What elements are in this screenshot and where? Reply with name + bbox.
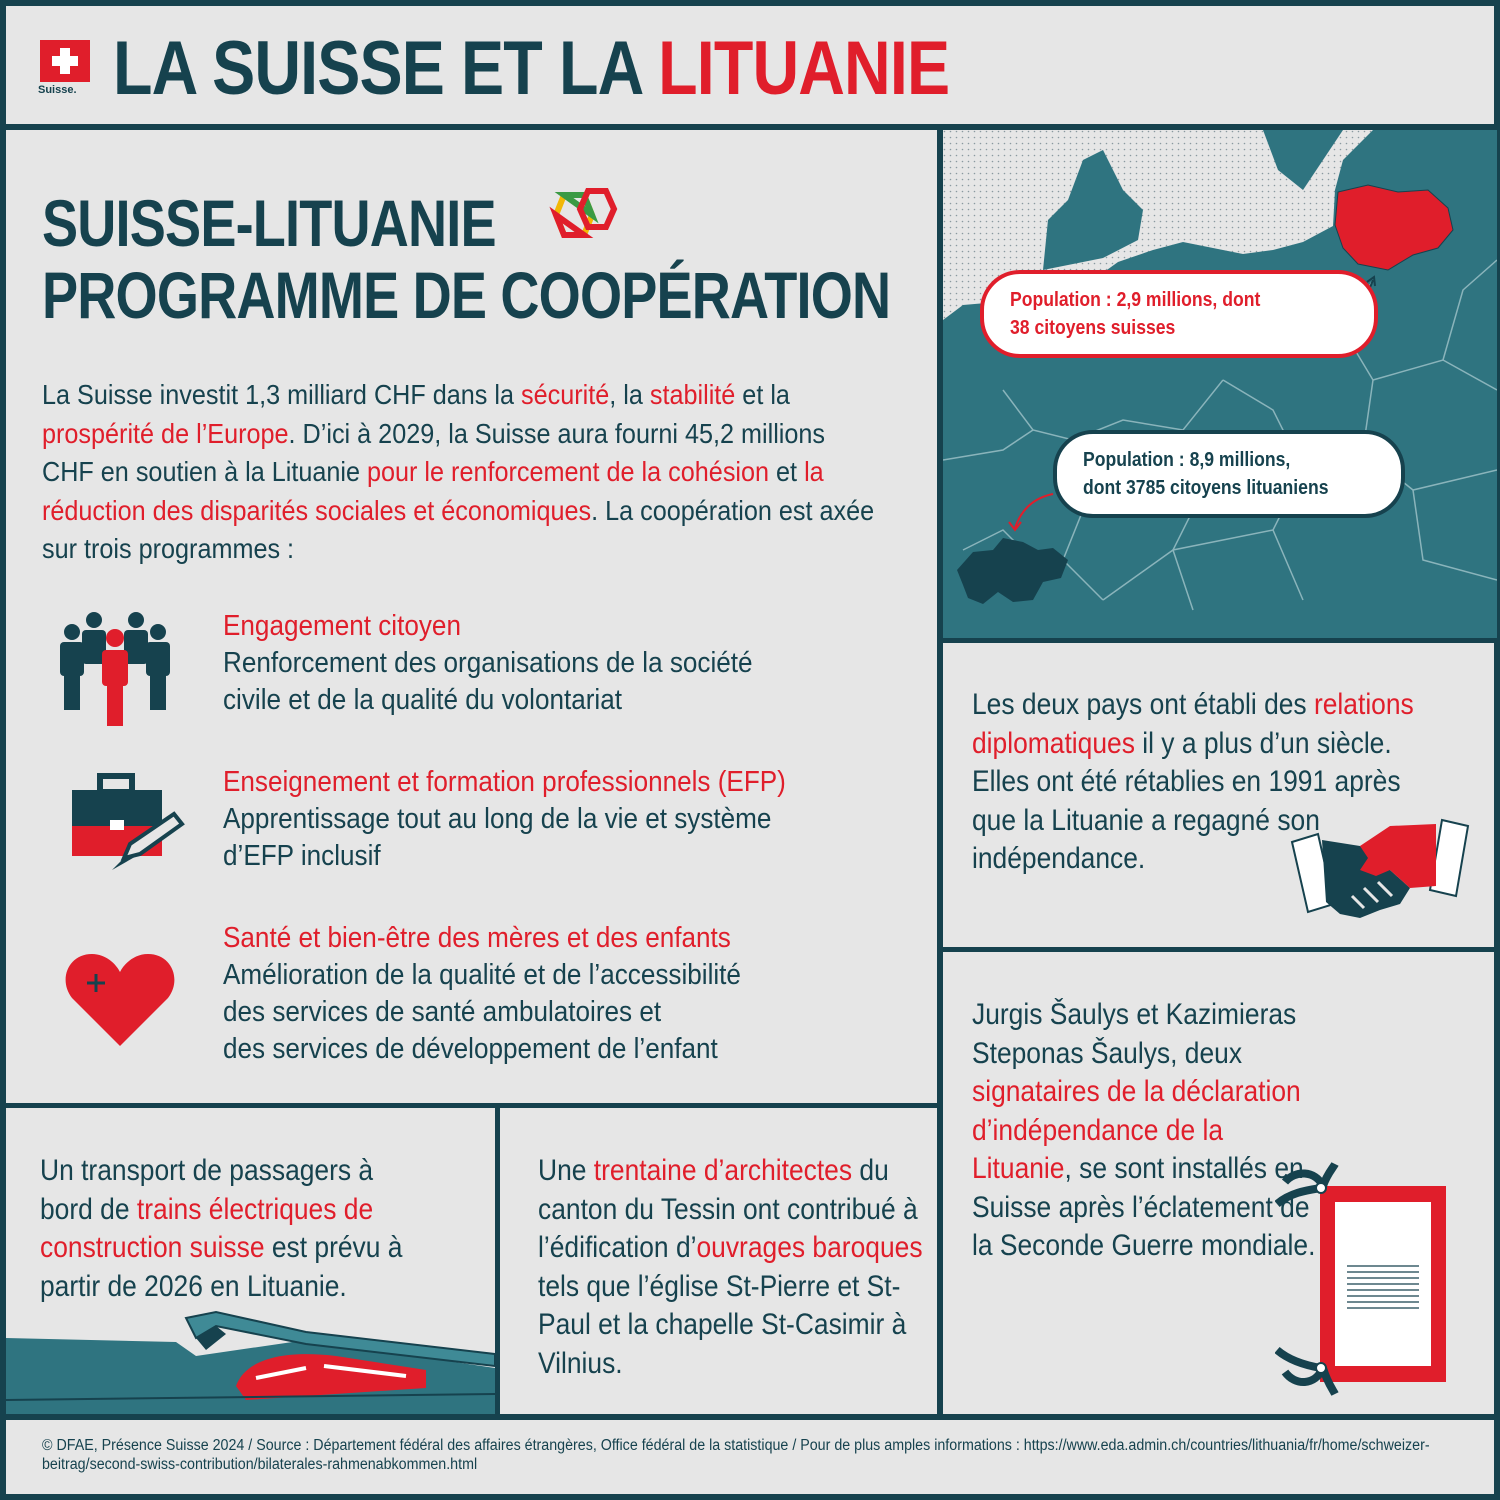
intro-text-3: et la <box>735 379 790 410</box>
map-graphic <box>943 130 1497 638</box>
program-desc-line: Renforcement des organisations de la société <box>223 647 753 679</box>
map-divider <box>940 638 1500 643</box>
footer-source: © DFAE, Présence Suisse 2024 / Source : Département fédéral des affaires étrangères, Office fédéral de la statistique / Pour de plus amples informations : https://www.eda.admin.ch/countries/lithuania/fr/home/schweizer-beitrag/second-swiss-contribution/bilaterales-rahmenabkommen.html <box>42 1437 1430 1473</box>
lithuania-population-callout <box>980 270 1378 358</box>
linked-rings-icon <box>548 185 620 247</box>
program-desc-line: civile et de la qualité du volontariat <box>223 684 622 716</box>
section-title-line1: SUISSE-LITUANIE <box>42 186 496 260</box>
page-title <box>113 25 949 112</box>
intro-highlight-1: sécurité <box>520 379 610 410</box>
architects-text-1: Une <box>538 1154 594 1187</box>
header <box>0 0 1500 127</box>
flag-label: Suisse. <box>38 84 77 96</box>
program-health <box>223 920 925 1068</box>
architects-text-2: du canton du Tessin ont contribué à l’édification d’ <box>538 1154 918 1264</box>
intro-text-2: , la <box>609 379 650 410</box>
program-title: Enseignement et formation professionnels (EFP) <box>223 766 786 798</box>
train-text-2: est prévu à partir de 2026 en Lituanie. <box>40 1231 403 1303</box>
diplomacy-text-2: il y a plus d’un siècle. Elles ont été rétablies en 1991 après que la Lituanie a regagné son indépendance. <box>972 726 1401 875</box>
program-title: Santé et bien-être des mères et des enfants <box>223 922 731 954</box>
train-highlight: trains électriques de construction suisse <box>40 1192 374 1264</box>
title-part-lithuania: LITUANIE <box>658 26 950 111</box>
architects-highlight-1: trentaine d’architectes <box>593 1154 853 1187</box>
switzerland-population-line2: dont 3785 citoyens lituaniens <box>1083 477 1329 499</box>
intro-text-1: La Suisse investit 1,3 milliard CHF dans la <box>42 379 521 410</box>
program-citizen-engagement <box>223 608 925 719</box>
heart-icon <box>64 950 176 1050</box>
title-part-switzerland: LA SUISSE ET LA <box>113 26 659 111</box>
program-desc-line: des services de santé ambulatoires et <box>223 996 662 1028</box>
people-icon <box>58 610 172 728</box>
document-scroll-icon <box>1275 1162 1455 1398</box>
signatories-text-1: Jurgis Šaulys et Kazimieras Steponas Šaulys, deux <box>972 998 1297 1070</box>
train-illustration <box>6 1308 495 1414</box>
footer-divider <box>0 1414 1500 1420</box>
diplomacy-divider <box>940 947 1500 952</box>
program-desc-line: Amélioration de la qualité et de l’accessibilité <box>223 959 741 991</box>
switzerland-population-line1: Population : 8,9 millions, <box>1083 449 1291 471</box>
intro-highlight-4: pour le renforcement de la cohésion <box>366 456 770 487</box>
program-desc-line: d’EFP inclusif <box>223 840 381 872</box>
program-title: Engagement citoyen <box>223 610 461 642</box>
signatories-text <box>972 996 1324 1266</box>
section-title <box>42 187 890 331</box>
briefcase-pen-icon <box>66 772 192 876</box>
lithuania-population-line2: 38 citoyens suisses <box>1010 317 1176 339</box>
intro-highlight-2: stabilité <box>649 379 736 410</box>
program-vocational-training <box>223 764 925 875</box>
intro-text-5: et <box>769 456 805 487</box>
lithuania-population-line1: Population : 2,9 millions, dont <box>1010 289 1261 311</box>
train-text <box>40 1152 427 1306</box>
architects-text-3: tels que l’église St-Pierre et St-Paul et la chapelle St-Casimir à Vilnius. <box>538 1269 907 1380</box>
section-title-line2: PROGRAMME DE COOPÉRATION <box>42 258 891 332</box>
europe-map <box>943 130 1497 638</box>
program-desc-line: des services de développement de l’enfant <box>223 1033 718 1065</box>
architects-highlight-2: ouvrages baroques <box>696 1231 923 1264</box>
diplomacy-text-1: Les deux pays ont établi des <box>972 688 1314 721</box>
signatories-text-2: , se sont installés en Suisse après l’éclatement de la Seconde Guerre mondiale. <box>972 1152 1316 1262</box>
train-text-1: Un transport de passagers à bord de <box>40 1154 374 1226</box>
signatories-highlight: signataires de la déclaration d’indépendance de la Lituanie <box>972 1075 1301 1185</box>
architects-text <box>538 1152 925 1383</box>
intro-paragraph <box>42 376 879 569</box>
intro-text-6: . La coopération est axée sur trois programmes : <box>42 494 875 564</box>
handshake-icon <box>1290 818 1470 924</box>
intro-highlight-5: la réduction des disparités sociales et économiques <box>42 456 824 526</box>
diplomacy-highlight: relations diplomatiques <box>972 688 1414 760</box>
program-desc-line: Apprentissage tout au long de la vie et système <box>223 803 772 835</box>
intro-highlight-3: prospérité de l’Europe <box>42 417 289 449</box>
intro-text-4: . D’ici à 2029, la Suisse aura fourni 45,2 millions CHF en soutien à la Lituanie <box>42 417 826 487</box>
bottom-panel-divider <box>495 1105 500 1417</box>
program-divider <box>0 1103 943 1108</box>
switzerland-population-callout <box>1053 430 1405 518</box>
